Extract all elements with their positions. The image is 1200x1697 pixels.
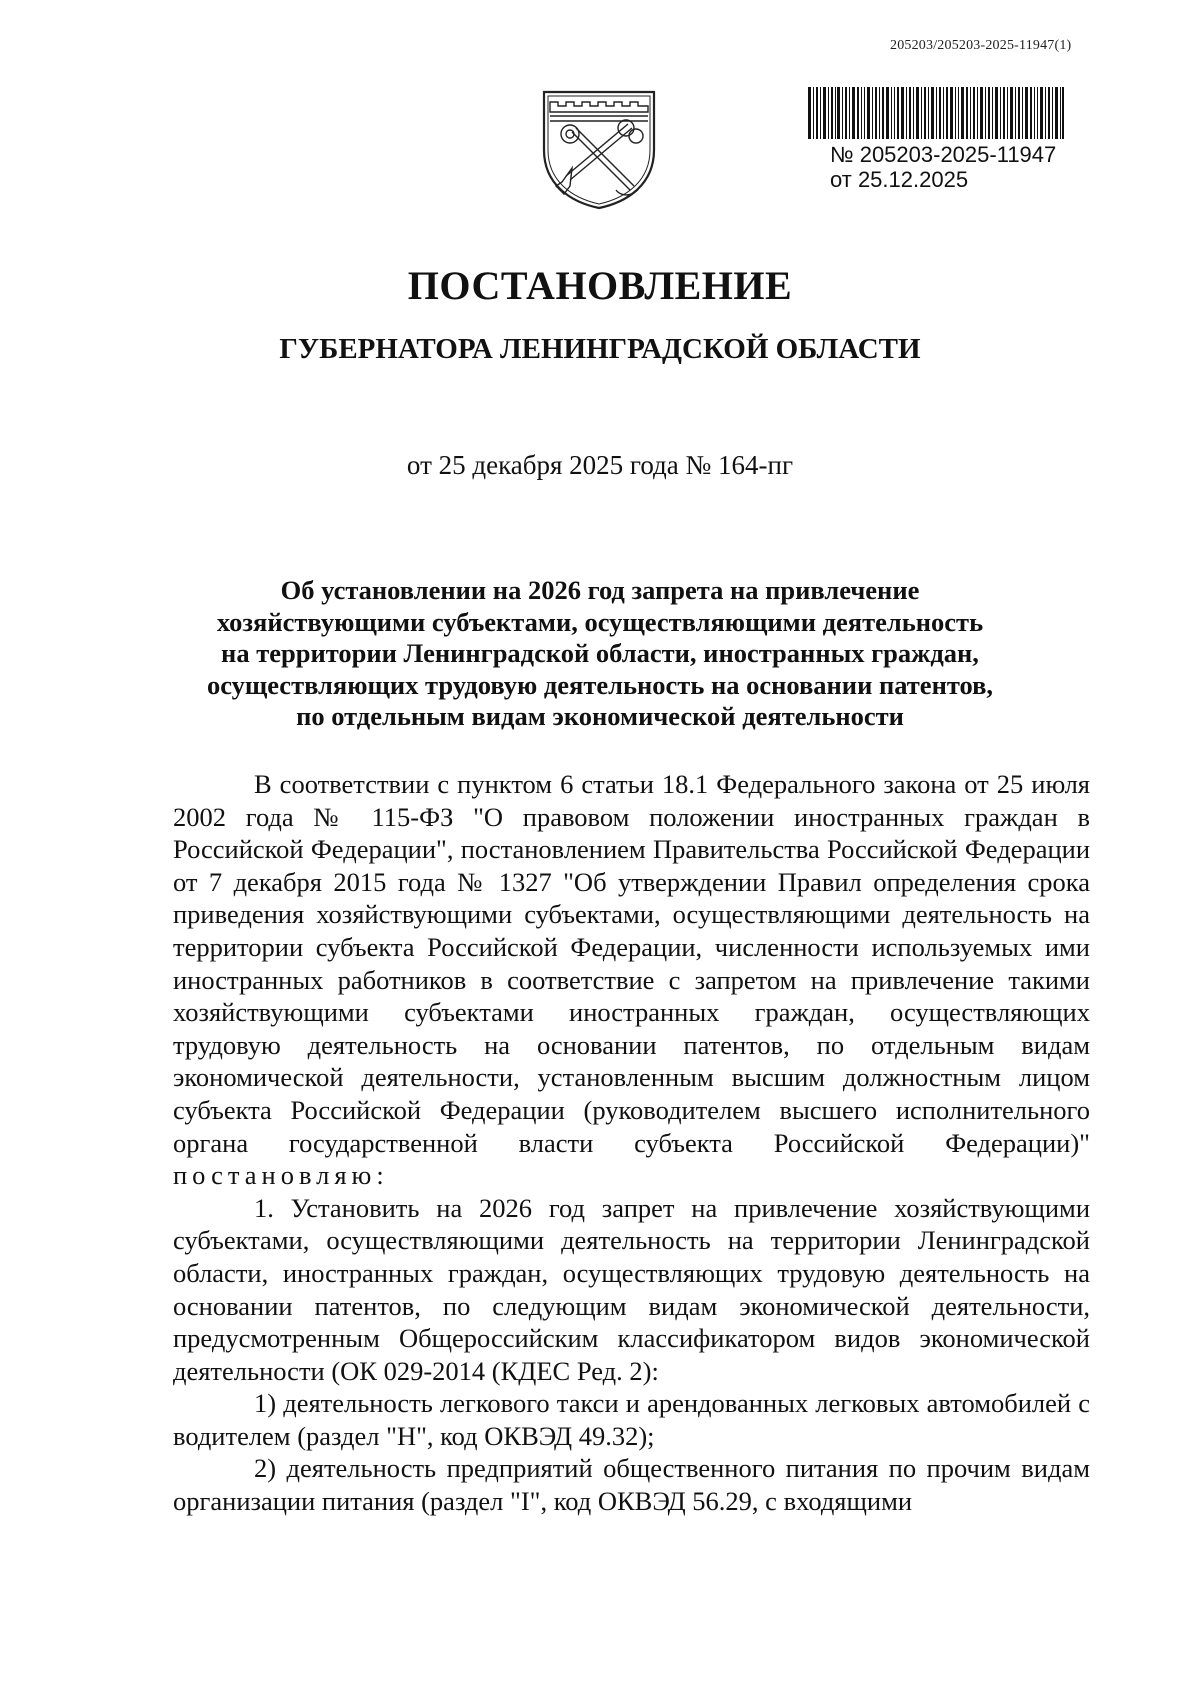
document-title: ПОСТАНОВЛЕНИЕ <box>407 263 793 308</box>
document-id: 205203/205203-2025-11947(1) <box>890 38 1072 53</box>
document-body <box>173 768 1090 1518</box>
subject-line: по отдельным видам экономической деятельности <box>296 701 904 731</box>
registration-block <box>830 142 1056 192</box>
document-subject <box>190 575 1010 733</box>
preamble-paragraph <box>173 768 1090 1192</box>
registration-number: № 205203-2025-11947 <box>830 142 1057 167</box>
subject-line: осуществляющих трудовую деятельность на основании патентов, <box>206 669 994 700</box>
subject-line: хозяйствующими субъектами, осуществляющими деятельность <box>216 606 984 637</box>
registration-date: от 25.12.2025 <box>830 167 969 192</box>
subject-line: Об установлении на 2026 год запрета на привлечение <box>280 575 920 605</box>
barcode-image <box>808 87 1064 139</box>
subject-line: на территории Ленинградской области, иностранных граждан, <box>221 638 979 668</box>
document-date-number: от 25 декабря 2025 года № 164-пг <box>406 450 794 480</box>
subitem-2-paragraph: 2) деятельность предприятий общественного питания по прочим видам организации питания (раздел "I", код ОКВЭД 56.29, с входящими <box>173 1453 1090 1517</box>
subitem-1-paragraph: 1) деятельность легкового такси и арендованных легковых автомобилей с водителем (раздел "H", код ОКВЭД 49.32); <box>173 1388 1090 1451</box>
coat-of-arms-emblem <box>536 86 662 210</box>
decree-word: постановляю: <box>173 1160 389 1191</box>
item-1-paragraph: 1. Установить на 2026 год запрет на привлечение хозяйствующими субъектами, осуществляющими деятельность на территории Ленинградской области, иностранных граждан, осуществляющих трудовую деятельность на основании патентов, по следующим видам экономической деятельности, предусмотренным Общероссийским классификатором видов экономической деятельности (ОК 029-2014 (КДЕС Ред. 2): <box>173 1192 1090 1386</box>
preamble-text: В соответствии с пунктом 6 статьи 18.1 Федерального закона от 25 июля 2002 года № 115-ФЗ "О правовом положении иностранных граждан в Российской Федерации", постановлением Правительства Российской Федерации от 7 декабря 2015 года № 1327 "Об утверждении Правил определения срока приведения хозяйствующими субъектами, осуществляющими деятельность на территории субъекта Российской Федерации, численности используемых ими иностранных работников в соответствие с запретом на привлечение такими хозяйствующими субъектами иностранных граждан, осуществляющих трудовую деятельность на основании патентов, по отдельным видам экономической деятельности, установленным высшим должностным лицом субъекта Российской Федерации (руководителем высшего исполнительного органа государственной власти субъекта Российской Федерации)" <box>173 769 1090 1158</box>
document-issuer: ГУБЕРНАТОРА ЛЕНИНГРАДСКОЙ ОБЛАСТИ <box>279 333 921 365</box>
